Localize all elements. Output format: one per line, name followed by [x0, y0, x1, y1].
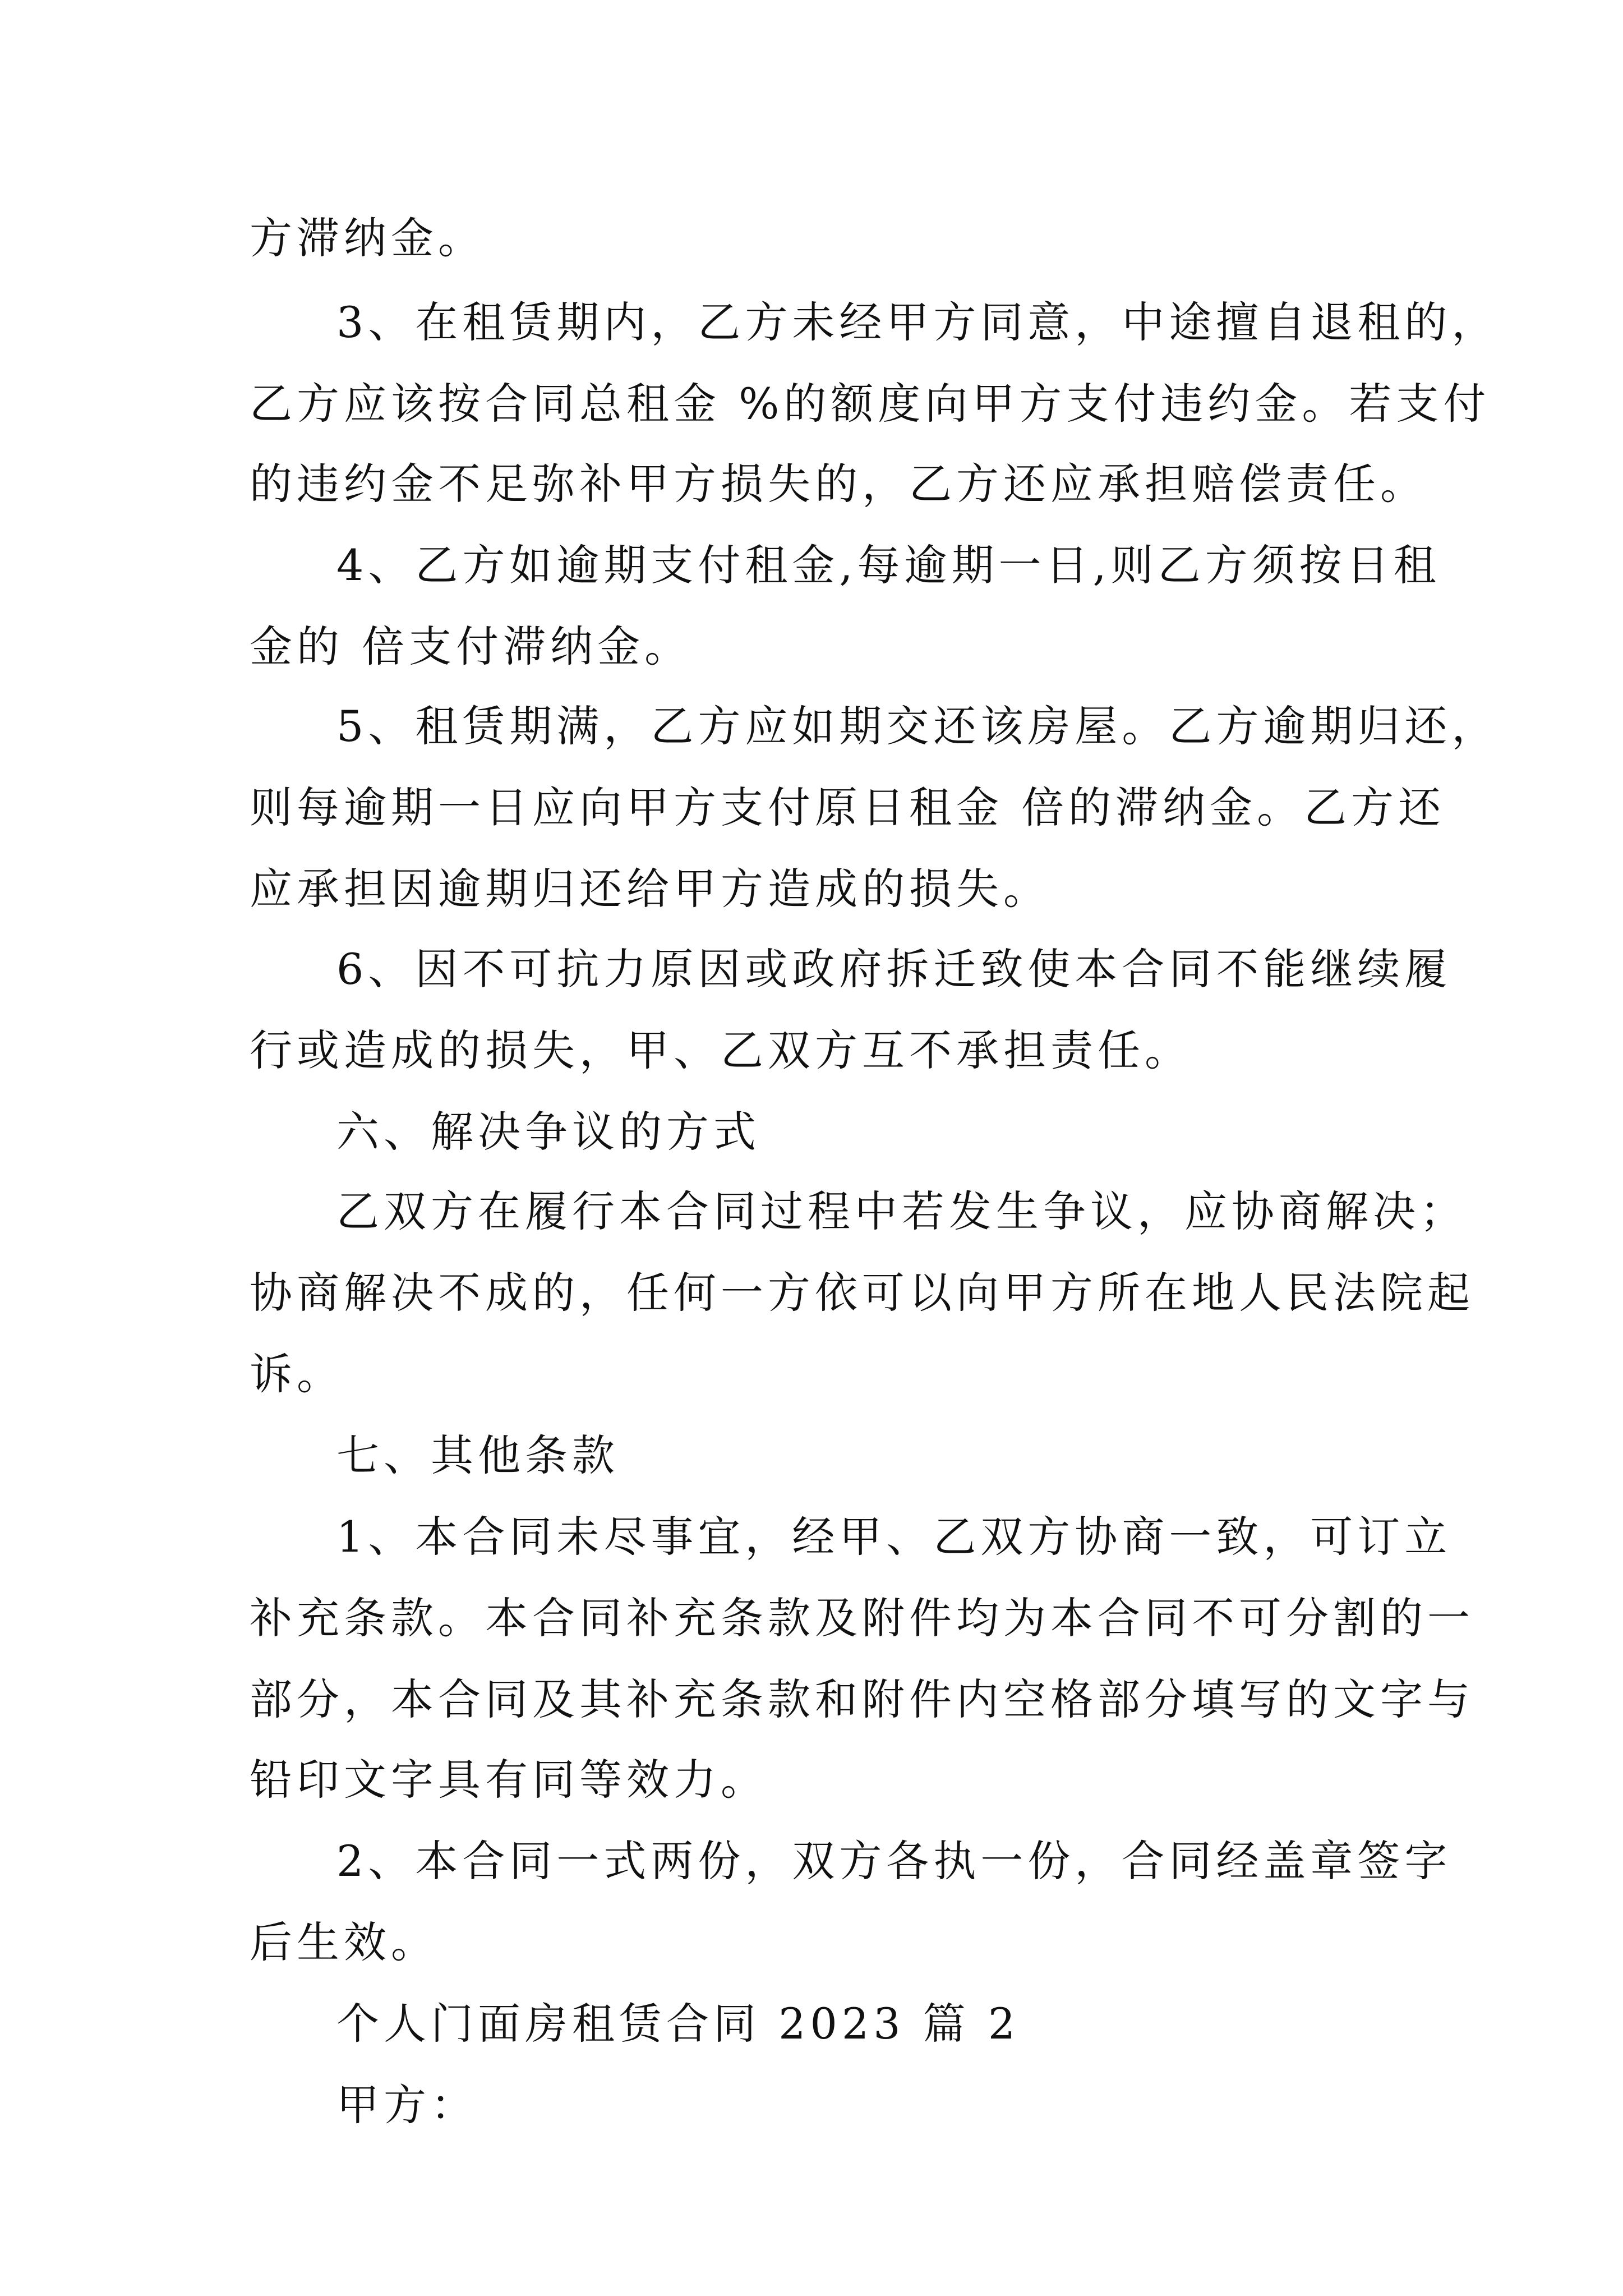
text-line: 行或造成的损失，甲、乙双方互不承担责任。	[250, 1025, 1192, 1075]
text-line: 铅印文字具有同等效力。	[250, 1755, 768, 1805]
text-line: 则每逾期一日应向甲方支付原日租金 倍的滞纳金。乙方还	[250, 783, 1446, 832]
text-line: 协商解决不成的，任何一方依可以向甲方所在地人民法院起	[250, 1268, 1474, 1318]
section-heading-7: 七、其他条款	[336, 1430, 619, 1480]
text-line: 部分，本合同及其补充条款和附件内空格部分填写的文字与	[250, 1674, 1474, 1724]
clause-6-line: 6、因不可抗力原因或政府拆迁致使本合同不能继续履	[336, 944, 1452, 994]
clause-2-line: 2、本合同一式两份，双方各执一份，合同经盖章签字	[336, 1836, 1452, 1886]
text-line: 补充条款。本合同补充条款及附件均为本合同不可分割的一	[250, 1593, 1474, 1643]
text-line: 应承担因逾期归还给甲方造成的损失。	[250, 864, 1050, 914]
text-line: 乙双方在履行本合同过程中若发生争议，应协商解决；	[336, 1186, 1467, 1236]
clause-5-line: 5、租赁期满，乙方应如期交还该房屋。乙方逾期归还，	[336, 701, 1499, 751]
party-a-label: 甲方：	[336, 2080, 478, 2130]
text-line: 乙方应该按合同总租金 %的额度向甲方支付违约金。若支付	[250, 379, 1491, 429]
clause-1-line: 1、本合同未尽事宜，经甲、乙双方协商一致，可订立	[336, 1512, 1452, 1562]
text-line: 后生效。	[250, 1917, 438, 1967]
clause-4-line: 4、乙方如逾期支付租金,每逾期一日,则乙方须按日租	[336, 540, 1441, 590]
text-line: 的违约金不足弥补甲方损失的，乙方还应承担赔偿责任。	[250, 459, 1427, 509]
section-heading-6: 六、解决争议的方式	[336, 1107, 760, 1157]
text-line: 方滞纳金。	[250, 213, 485, 263]
clause-3-line: 3、在租赁期内，乙方未经甲方同意，中途擅自退租的，	[336, 297, 1499, 347]
text-line: 金的 倍支付滞纳金。	[250, 622, 692, 671]
contract-title: 个人门面房租赁合同 2023 篇 2	[336, 1999, 1020, 2049]
text-line: 诉。	[250, 1349, 344, 1399]
